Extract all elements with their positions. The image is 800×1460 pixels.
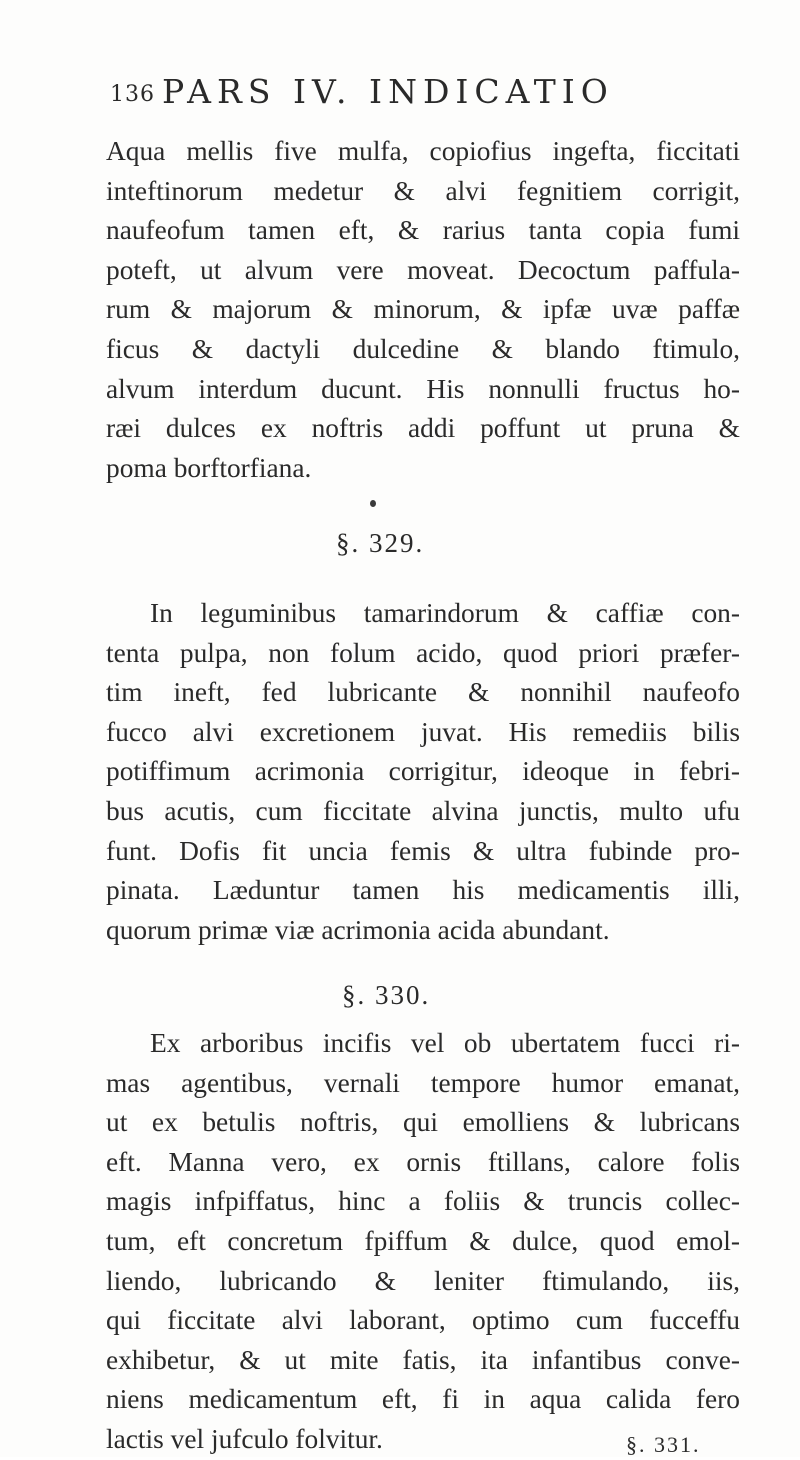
text-line: naufeofum tamen eft, & rarius tanta copia fumi bbox=[106, 215, 740, 246]
text-line: liendo, lubricando & leniter ftimulando, iis, bbox=[106, 1265, 740, 1296]
text-line: ut ex betulis noftris, qui emolliens & lubricans bbox=[106, 1107, 740, 1138]
text-line: fucco alvi excretionem juvat. His remediis bilis bbox=[106, 716, 740, 747]
text-line: magis infpiffatus, hinc a foliis & truncis collec- bbox=[106, 1186, 740, 1217]
text-line: lactis vel jufculo folvitur. bbox=[106, 1423, 383, 1454]
text-line: potiffimum acrimonia corrigitur, ideoque in febri- bbox=[106, 756, 740, 787]
text-line: tenta pulpa, non folum acido, quod priori præfer- bbox=[106, 637, 740, 668]
text-line: rum & majorum & minorum, & ipfæ uvæ paffæ bbox=[106, 294, 740, 325]
text-line: exhibetur, & ut mite fatis, ita infantibus conve- bbox=[106, 1344, 740, 1375]
text-line: niens medicamentum eft, fi in aqua calida fero bbox=[106, 1384, 740, 1415]
text-line: alvum interdum ducunt. His nonnulli fructus ho- bbox=[106, 373, 740, 404]
catchword: §. 331. bbox=[626, 1432, 701, 1457]
paragraph-329 bbox=[106, 594, 740, 950]
text-line: pinata. Læduntur tamen his medicamentis illi, bbox=[106, 875, 740, 906]
text-line: tum, eft concretum fpiffum & dulce, quod emol- bbox=[106, 1225, 740, 1256]
text-line: inteftinorum medetur & alvi fegnitiem corrigit, bbox=[106, 175, 740, 206]
text-line: quorum primæ viæ acrimonia acida abundant. bbox=[106, 914, 610, 945]
page-number: 136 bbox=[110, 82, 155, 107]
text-line: eft. Manna vero, ex ornis ftillans, calore folis bbox=[106, 1146, 740, 1177]
text-line: tim ineft, fed lubricante & nonnihil naufeofo bbox=[106, 677, 740, 708]
text-line: ræi dulces ex noftris addi poffunt ut pruna & bbox=[106, 413, 740, 444]
text-line: Aqua mellis five mulfa, copiofius ingefta, ficcitati bbox=[106, 136, 740, 166]
ink-dot bbox=[370, 500, 376, 507]
text-line: bus acutis, cum ficcitate alvina junctis, multo ufu bbox=[106, 795, 740, 826]
text-line: ficus & dactyli dulcedine & blando ftimulo, bbox=[106, 333, 740, 364]
section-number-330: §. 330. bbox=[342, 980, 431, 1010]
running-head bbox=[110, 72, 730, 112]
text-line: qui ficcitate alvi laborant, optimo cum fucceffu bbox=[106, 1305, 740, 1336]
text-line: Ex arboribus incifis vel ob ubertatem fucci ri- bbox=[150, 1028, 740, 1058]
paragraph-aqua-mellis bbox=[106, 132, 740, 488]
paragraph-330 bbox=[106, 1024, 740, 1460]
text-line: mas agentibus, vernali tempore humor emanat, bbox=[106, 1067, 740, 1098]
text-line: In leguminibus tamarindorum & caffiæ con- bbox=[150, 598, 740, 628]
text-line: poma borftorfiana. bbox=[106, 452, 312, 483]
text-line: funt. Dofis fit uncia femis & ultra fubinde pro- bbox=[106, 835, 740, 866]
running-title: PARS IV. INDICATIO bbox=[162, 72, 614, 111]
text-line: poteft, ut alvum vere moveat. Decoctum paffula- bbox=[106, 254, 740, 285]
section-number-329: §. 329. bbox=[336, 528, 425, 558]
